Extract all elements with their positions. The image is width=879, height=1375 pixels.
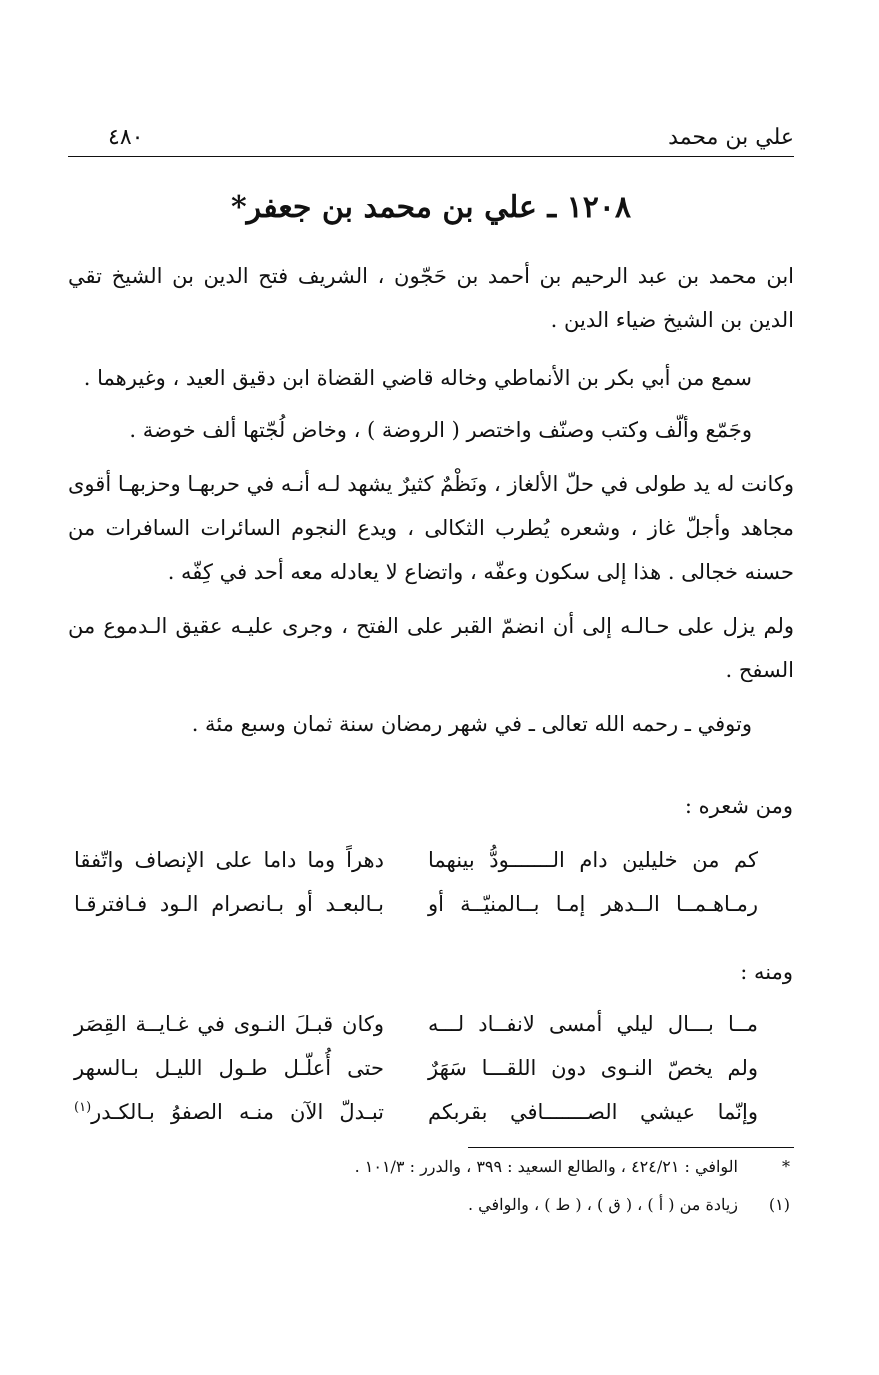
footnote-marker: (١) (768, 1195, 790, 1214)
paragraph-teachers: سمع من أبي بكر بن الأنماطي وخاله قاضي القضاة ابن دقيق العيد ، وغيرهما . (83, 366, 752, 390)
verse-line (68, 848, 794, 892)
header-rule (68, 156, 794, 157)
running-header (68, 125, 794, 157)
paragraph-lineage: ابن محمد بن عبد الرحيم بن أحمد بن حَجّون ، الشريف فتح الدين بن الشيخ تقي الدين بن الشيخ ضياء الدين . (68, 264, 794, 332)
footnote-text: زيادة من ( أ ) ، ( ق ) ، ( ط ) ، والوافي . (467, 1195, 738, 1214)
paragraph-death-date: وتوفي ـ رحمه الله تعالى ـ في شهر رمضان سنة ثمان وسبع مئة . (191, 712, 752, 736)
entry-body (68, 254, 794, 764)
verse-line (68, 1056, 794, 1100)
paragraph-death-metaphor: ولم يزل على حـالـه إلى أن انضمّ القبر على الفتح ، وجرى عليـه عقيق الـدموع من السفح . (68, 614, 794, 682)
poem-intro: ومن شعره : (684, 794, 793, 818)
verse-second-hemistich: حتى أُعلّـل طـول الليـل بـالسهر (74, 1056, 384, 1080)
verse-first-hemistich: وإنّما عيشي الصـــــــافي بقربكم (428, 1100, 758, 1124)
verse-second-hemistich-text: تبـدلّ الآن منـه الصفوُ بـالكـدر (91, 1100, 384, 1124)
verse-first-hemistich: كم من خليلين دام الـــــــودُّ بينهما (428, 848, 758, 872)
footnote-rule (468, 1147, 794, 1148)
footnote (68, 1157, 794, 1185)
verse-line (68, 1012, 794, 1056)
verse-second-hemistich: دهراً وما داما على الإنصاف واتّفقا (74, 848, 384, 872)
footnote-marker: * (782, 1157, 790, 1176)
verse-line (68, 1100, 794, 1144)
verse-first-hemistich: مــا بـــال ليلي أمسى لانفــاد لـــه (428, 1012, 758, 1036)
verse-line (68, 892, 794, 936)
entry-title: ١٢٠٨ ـ علي بن محمد بن جعفر* (230, 190, 632, 225)
paragraph-praise: وكانت له يد طولى في حلّ الألغاز ، ونَظْمٌ كثيرٌ يشهد لـه أنـه في حربهـا وحزبهـا أقوى مجاهد وأجلّ غاز ، وشعره يُطرب الثكالى ، ويدع النجوم السائرات السافرات من حسنه خجالى . هذا إلى سكون وعفّه ، واتضاع لا يعادله معه أحد في كِفّه . (68, 472, 794, 584)
running-title: علي بن محمد (668, 125, 794, 150)
paragraph-works: وجَمّع وألّف وكتب وصنّف واختصر ( الروضة ) ، وخاض لُجّتها ألف خوضة . (129, 418, 752, 442)
footnote-text: الوافي : ٤٢٤/٢١ ، والطالع السعيد : ٣٩٩ ، والدرر : ١٠١/٣ . (354, 1157, 738, 1176)
verse-second-hemistich: وكان قبـلَ النـوى في غـايــة القِصَر (74, 1012, 384, 1036)
page-number: ٤٨٠ (108, 125, 144, 150)
verse-second-hemistich (74, 1100, 384, 1124)
footnote-reference: (١) (74, 1100, 92, 1115)
footnote (68, 1195, 794, 1223)
verse-second-hemistich: بـالبعـد أو بـانصرام الـود فـافترقـا (74, 892, 384, 916)
verse-first-hemistich: رمـاهـمــا الــدهر إمـا بــالمنيّــة أو (428, 892, 758, 916)
verse-first-hemistich: ولم يخصّ النـوى دون اللقـــا سَهَرٌ (428, 1056, 758, 1080)
poem-intro: ومنه : (740, 960, 793, 984)
